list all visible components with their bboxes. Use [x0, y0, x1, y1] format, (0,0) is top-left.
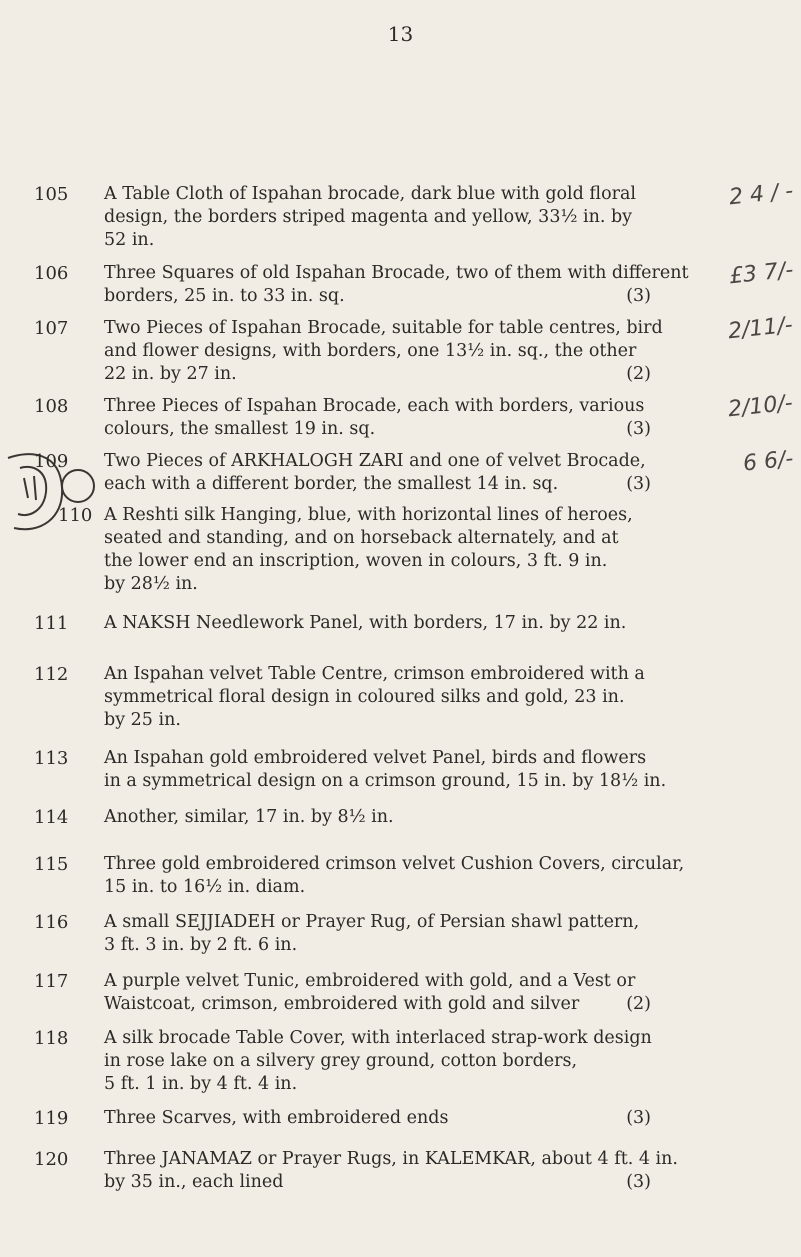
lot-description: A silk brocade Table Cover, with interlaced strap-work design in rose lake on a silvery grey ground, cotton borders, 5 ft. 1 in. by 4 ft. 4 in. — [104, 1028, 652, 1094]
lot-description: An Ispahan gold embroidered velvet Panel, birds and flowers in a symmetrical design on a crimson ground, 15 in. by 18½ in. — [104, 748, 667, 791]
lot-number: 112 — [34, 664, 69, 685]
lot-number: 114 — [34, 807, 69, 828]
lot-description: A small SEJJIADEH or Prayer Rug, of Persian shawl pattern, 3 ft. 3 in. by 2 ft. 6 in. — [104, 912, 640, 955]
lot-quantity: (3) — [626, 1108, 651, 1128]
lot-quantity: (3) — [626, 286, 651, 306]
lot-description: Two Pieces of Ispahan Brocade, suitable for table centres, bird and flower designs, with borders, one 13½ in. sq., the other 22 in. by 27 in. — [104, 318, 663, 384]
lot-description: A Reshti silk Hanging, blue, with horizontal lines of heroes, seated and standing, and on horseback alternately, and at the lower end an inscription, woven in colours, 3 ft. 9 in. by 28½ in. — [104, 505, 633, 594]
lot-description: An Ispahan velvet Table Centre, crimson embroidered with a symmetrical floral design in coloured silks and gold, 23 in. by 25 in. — [104, 664, 645, 730]
lot-quantity: (3) — [626, 1172, 651, 1192]
lot-number: 118 — [34, 1028, 69, 1049]
price-annotation: 2/11/- — [727, 312, 795, 345]
price-annotation: 6 6/- — [741, 446, 795, 477]
lot-quantity: (3) — [626, 419, 651, 439]
lot-number: 115 — [34, 854, 69, 875]
lot-description: Three JANAMAZ or Prayer Rugs, in KALEMKAR, about 4 ft. 4 in. by 35 in., each lined — [104, 1149, 678, 1192]
lot-number: 116 — [34, 912, 69, 933]
lot-number: 108 — [34, 396, 69, 417]
page-number: 13 — [387, 22, 414, 46]
lot-description: A Table Cloth of Ispahan brocade, dark blue with gold floral design, the borders striped magenta and yellow, 33½ in. by 52 in. — [104, 184, 637, 250]
lot-number: 110 — [58, 505, 93, 526]
lot-description: A purple velvet Tunic, embroidered with gold, and a Vest or Waistcoat, crimson, embroidered with gold and silver — [104, 971, 636, 1014]
lot-quantity: (2) — [626, 364, 651, 384]
lot-description: Three Scarves, with embroidered ends — [104, 1108, 449, 1128]
lot-description: Three gold embroidered crimson velvet Cushion Covers, circular, 15 in. to 16½ in. diam. — [104, 854, 685, 897]
lot-number: 107 — [34, 318, 69, 339]
lot-description: Three Pieces of Ispahan Brocade, each with borders, various colours, the smallest 19 in. sq. — [104, 396, 645, 439]
lot-description: Another, similar, 17 in. by 8½ in. — [104, 807, 394, 827]
lot-number: 105 — [34, 184, 69, 205]
lot-number: 109 — [34, 451, 69, 472]
lot-quantity: (3) — [626, 474, 651, 494]
lot-quantity: (2) — [626, 994, 651, 1014]
lot-description: Two Pieces of ARKHALOGH ZARI and one of velvet Brocade, each with a different border, the smallest 14 in. sq. — [104, 451, 646, 494]
price-annotation: 2/10/- — [727, 390, 795, 423]
lot-number: 117 — [34, 971, 69, 992]
lot-number: 106 — [34, 263, 69, 284]
lot-number: 111 — [34, 613, 69, 634]
lot-number: 119 — [34, 1108, 69, 1129]
lot-number: 113 — [34, 748, 69, 769]
lot-number: 120 — [34, 1149, 69, 1170]
lot-description: Three Squares of old Ispahan Brocade, two of them with different borders, 25 in. to 33 in. sq. — [104, 263, 689, 306]
price-annotation: 2 4 / - — [727, 178, 795, 211]
price-annotation: £3 7/- — [727, 257, 795, 290]
lot-description: A NAKSH Needlework Panel, with borders, 17 in. by 22 in. — [104, 613, 627, 633]
